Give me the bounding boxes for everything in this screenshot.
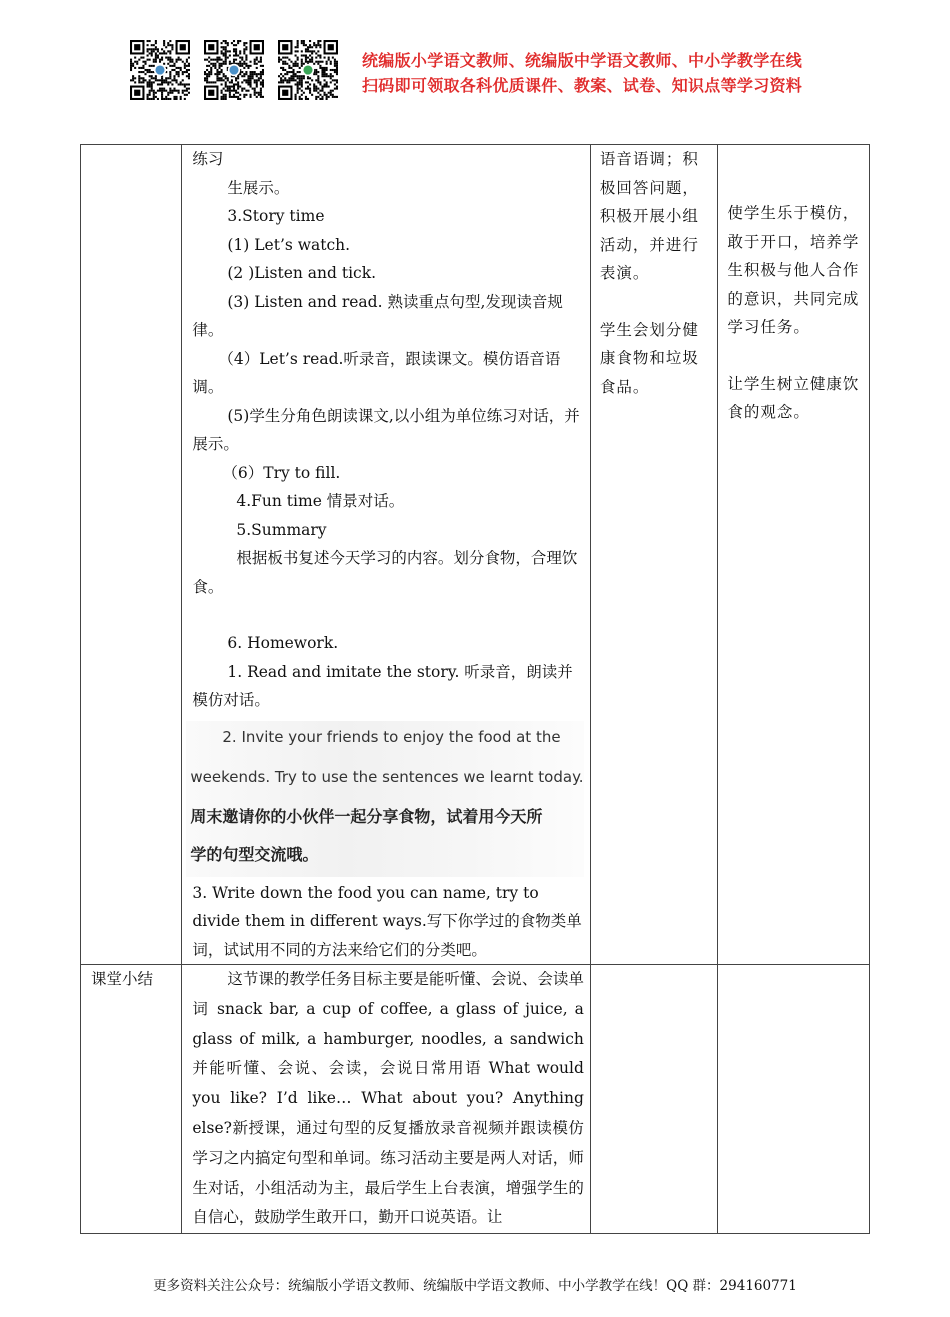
step-line: 5.Summary: [236, 520, 327, 539]
spacer: [727, 342, 863, 370]
qr-code-1: [130, 40, 190, 100]
step-line: 根据板书复述今天学习的内容。划分食物，合理饮食。: [192, 549, 578, 596]
step-line: (5)学生分角色朗读课文,以小组为单位练习对话，并展示。: [192, 406, 580, 453]
homework-scan-image: [186, 721, 584, 877]
summary-text: 这节课的教学任务目标主要是能听懂、会说、会读单词 snack bar, a cup of coffee, a glass of juice, a glass of milk, a hamburger, noodles, a sandwich 并能听懂、会说、会读，会说日常用语 What would you like? I’d like… What about you? Anything else?新授课，通过句型的反复播放录音视频并跟读模仿学习之内搞定句型和单词。练习活动主要是两人对话，师生对话，小组活动为主，最后学生上台表演，增强学生的自信心，鼓励学生敢开口，勤开口说英语。让: [192, 970, 584, 1227]
promo-text: [362, 48, 802, 98]
lesson-table: [80, 144, 870, 1234]
step-line: 3. Write down the food you can name, try to divide them in different ways.写下你学过的食物类单词，试试用不同的方法来给它们的分类吧。: [192, 883, 582, 959]
promo-line-2: 扫码即可领取各科优质课件、教案、试卷、知识点等学习资料: [362, 76, 803, 95]
step-line: 生展示。: [227, 178, 290, 197]
page-footer: 更多资料关注公众号：统编版小学语文教师、统编版中学语文教师、中小学教学在线！QQ 群：294160771: [153, 1278, 797, 1294]
scan-line: 2. Invite your friends to enjoy the food at the: [222, 727, 561, 746]
summary-empty-cell: [718, 965, 870, 1234]
student-activity-cell: [590, 145, 717, 965]
step-line: (1) Let’s watch.: [227, 235, 351, 254]
spacer: [192, 601, 584, 629]
scan-line: weekends. Try to use the sentences we learnt today.: [190, 767, 584, 786]
row-label-empty: [81, 145, 182, 965]
step-line: 4.Fun time 情景对话。: [236, 492, 405, 510]
qr-code-3: [278, 40, 338, 100]
design-intent-text: 使学生乐于模仿，敢于开口，培养学生积极与他人合作的意识，共同完成学习任务。: [727, 204, 860, 336]
step-line: 1. Read and imitate the story. 听录音，朗读并模仿对话。: [192, 662, 573, 709]
table-row-activities: [81, 145, 870, 965]
design-intent-text: 让学生树立健康饮食的观念。: [727, 374, 860, 421]
row-label-summary: 课堂小结: [81, 965, 182, 1234]
scan-line: 学的句型交流哦。: [190, 844, 319, 864]
page-header: [0, 0, 950, 120]
step-line: （4）Let’s read.听录音，跟读课文。模仿语音语调。: [192, 349, 561, 396]
student-activity-text: 语音语调；积极回答问题，积极开展小组活动，并进行表演。: [599, 150, 699, 282]
teaching-steps-cell: [182, 145, 591, 965]
table-row-summary: [81, 965, 870, 1234]
step-line: (2 )Listen and tick.: [227, 264, 377, 282]
student-activity-text: 学生会划分健康食物和垃圾食品。: [599, 320, 699, 396]
step-line: 练习: [192, 150, 224, 168]
step-line: （6）Try to fill.: [222, 463, 341, 482]
design-intent-cell: [718, 145, 870, 965]
step-line: 3.Story time: [227, 207, 325, 225]
step-line: (3) Listen and read. 熟读重点句型,发现读音规律。: [192, 292, 563, 339]
spacer: [600, 288, 711, 316]
qr-code-2: [204, 40, 264, 100]
summary-text-cell: [182, 965, 591, 1234]
spacer: [727, 145, 863, 199]
scan-line: 周末邀请你的小伙伴一起分享食物，试着用今天所: [190, 806, 543, 826]
promo-line-1: 统编版小学语文教师、统编版中学语文教师、中小学教学在线: [362, 51, 803, 70]
step-line: 6. Homework.: [227, 634, 339, 652]
summary-empty-cell: [590, 965, 717, 1234]
